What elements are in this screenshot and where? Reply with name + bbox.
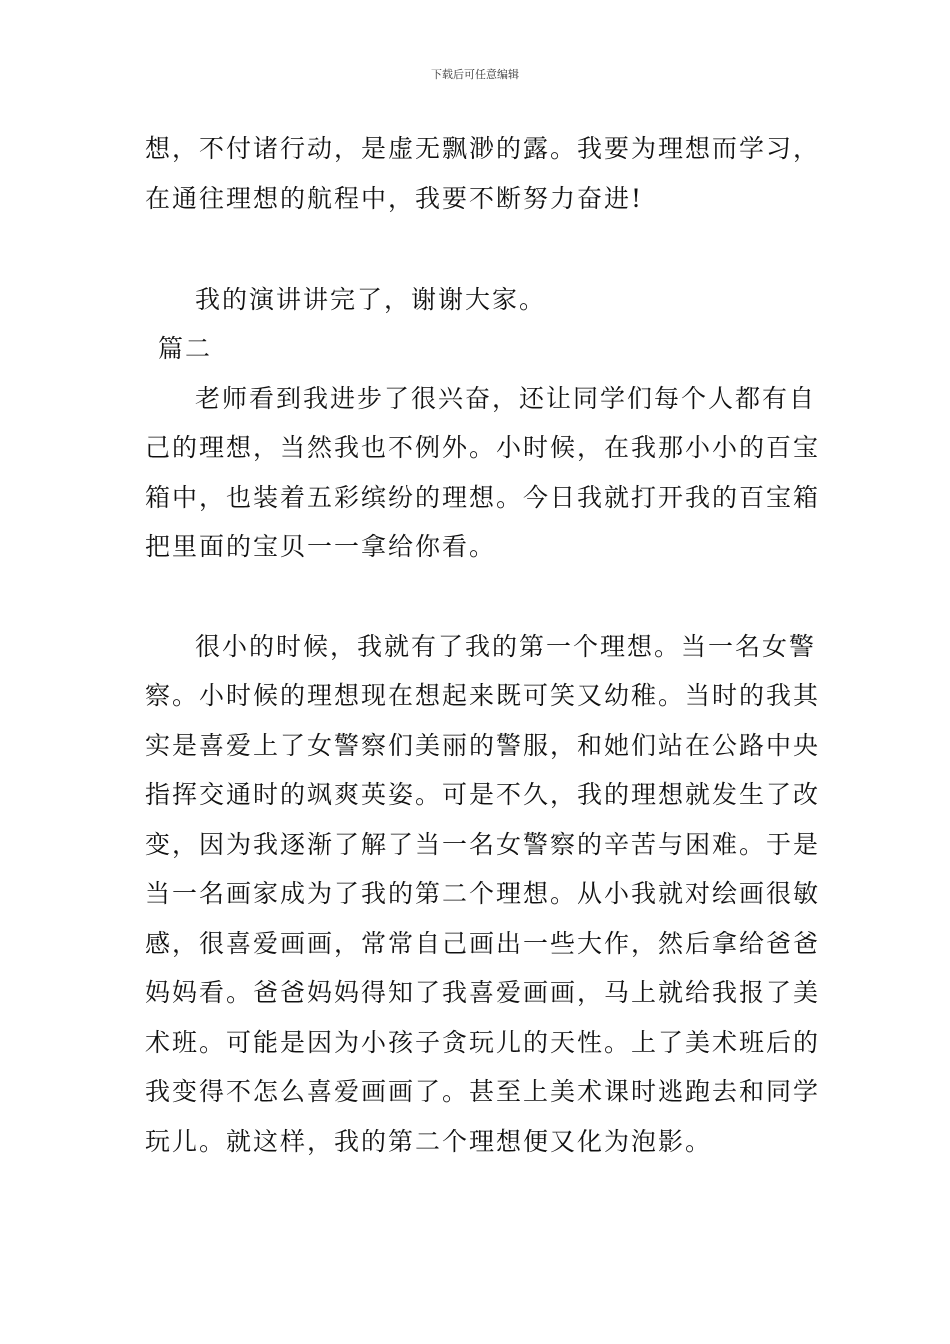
paragraph-line: 在通往理想的航程中，我要不断努力奋进!	[145, 184, 644, 213]
paragraph-line: 把里面的宝贝一一拿给你看。	[145, 532, 497, 561]
paragraph-line: 感，很喜爱画画，常常自己画出一些大作，然后拿给爸爸	[145, 929, 821, 958]
paragraph-line: 术班。可能是因为小孩子贪玩儿的天性。上了美术班后的	[145, 1028, 821, 1057]
paragraph-line: 玩儿。就这样，我的第二个理想便又化为泡影。	[145, 1127, 713, 1156]
paragraph-line: 变，因为我逐渐了解了当一名女警察的辛苦与困难。于是	[145, 830, 821, 859]
paragraph-line: 己的理想，当然我也不例外。小时候，在我那小小的百宝	[145, 433, 821, 462]
paragraph-line: 指挥交通时的飒爽英姿。可是不久，我的理想就发生了改	[145, 780, 821, 809]
paragraph-line: 当一名画家成为了我的第二个理想。从小我就对绘画很敏	[145, 879, 821, 908]
page-header: 下载后可任意编辑	[431, 68, 519, 81]
paragraph-line: 妈妈看。爸爸妈妈得知了我喜爱画画，马上就给我报了美	[145, 978, 821, 1007]
paragraph-line: 很小的时候，我就有了我的第一个理想。当一名女警	[195, 632, 817, 661]
paragraph-line: 察。小时候的理想现在想起来既可笑又幼稚。当时的我其	[145, 681, 821, 710]
paragraph-line: 老师看到我进步了很兴奋，还让同学们每个人都有自	[195, 384, 817, 413]
paragraph-line: 我的演讲讲完了，谢谢大家。	[195, 285, 547, 314]
section-heading: 篇二	[158, 334, 213, 363]
paragraph-line: 想，不付诸行动，是虚无飘渺的露。我要为理想而学习，	[145, 134, 821, 163]
paragraph-line: 箱中，也装着五彩缤纷的理想。今日我就打开我的百宝箱	[145, 483, 821, 512]
paragraph-line: 我变得不怎么喜爱画画了。甚至上美术课时逃跑去和同学	[145, 1077, 821, 1106]
paragraph-line: 实是喜爱上了女警察们美丽的警服，和她们站在公路中央	[145, 731, 821, 760]
